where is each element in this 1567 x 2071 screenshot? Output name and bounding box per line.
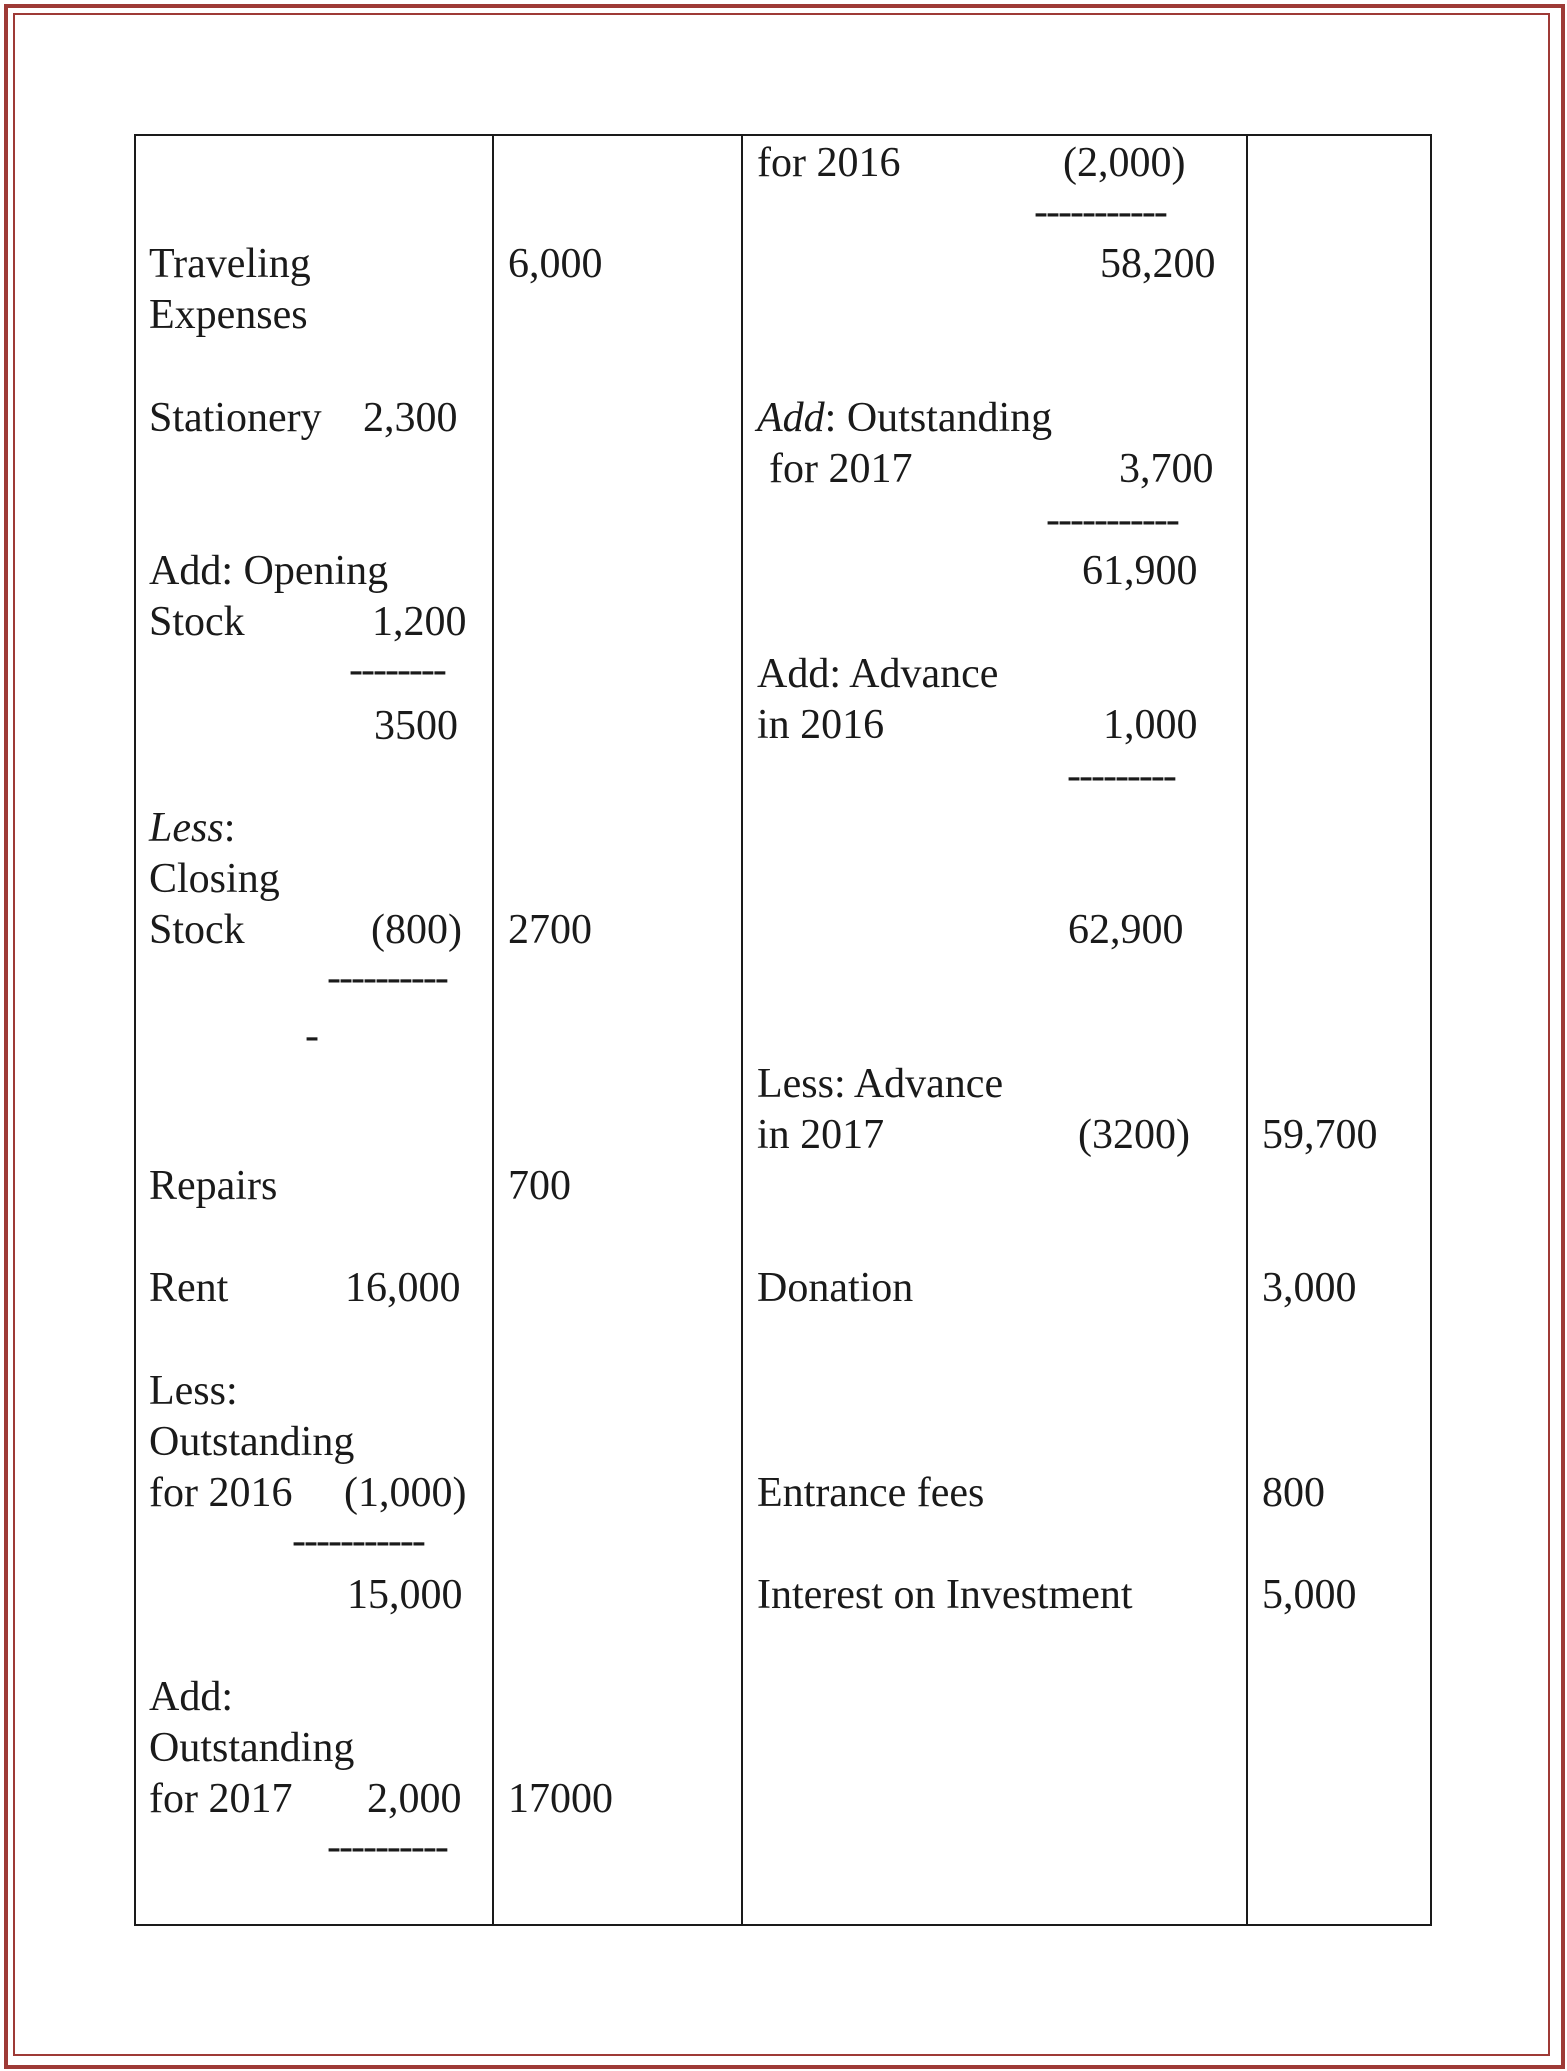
subtotal-rule: ---------- bbox=[327, 955, 447, 1001]
less-outstanding-label: Less: bbox=[149, 1368, 238, 1414]
closing-label: Closing bbox=[149, 856, 280, 902]
opening-stock-amount: 1,200 bbox=[372, 599, 467, 645]
outstanding-2017-amount: 3,700 bbox=[1119, 446, 1214, 492]
outstanding-2017-label: for 2017 bbox=[149, 1776, 293, 1822]
less-advance-label: Less: Advance bbox=[757, 1061, 1004, 1107]
rent-label: Rent bbox=[149, 1265, 229, 1311]
outstanding-2016-amount: (1,000) bbox=[344, 1470, 467, 1516]
less-word: Less bbox=[149, 805, 224, 851]
account-table bbox=[134, 134, 1432, 1926]
subtotal-rule: ----------- bbox=[1034, 189, 1166, 235]
closing-stock-label: Stock bbox=[149, 907, 245, 953]
subscription-subtotal-1: 58,200 bbox=[1100, 241, 1216, 287]
rent-subtotal: 15,000 bbox=[347, 1572, 463, 1618]
advance-2017-amount: (3200) bbox=[1078, 1112, 1190, 1158]
advance-2017-label: in 2017 bbox=[757, 1112, 885, 1158]
add-rest: : Outstanding bbox=[824, 395, 1053, 441]
add-outstanding-label bbox=[757, 397, 1052, 439]
traveling-expenses-label: Traveling bbox=[149, 241, 311, 287]
outstanding-label: Outstanding bbox=[149, 1725, 355, 1771]
outstanding-2016-label: for 2016 bbox=[149, 1470, 293, 1516]
closing-stock-amount: (800) bbox=[371, 907, 462, 953]
entrance-fees-label: Entrance fees bbox=[757, 1470, 985, 1516]
stationery-label: Stationery bbox=[149, 395, 322, 441]
add-opening-label: Add: Opening bbox=[149, 548, 389, 594]
outstanding-2016-label: for 2016 bbox=[757, 140, 901, 186]
column-divider-1 bbox=[492, 134, 494, 1926]
table-border-right bbox=[1430, 134, 1432, 1926]
less-label bbox=[149, 807, 235, 849]
traveling-expenses-label-line2: Expenses bbox=[149, 292, 308, 338]
stationery-subtotal: 3500 bbox=[374, 703, 458, 749]
add-word: Add bbox=[757, 395, 825, 441]
table-border-top bbox=[134, 134, 1432, 136]
stationery-amount: 2,300 bbox=[363, 395, 458, 441]
advance-2016-label: in 2016 bbox=[757, 702, 885, 748]
column-divider-3 bbox=[1246, 134, 1248, 1926]
less-colon: : bbox=[223, 805, 236, 851]
outstanding-2017-amount: 2,000 bbox=[367, 1776, 462, 1822]
column-divider-2 bbox=[741, 134, 743, 1926]
subscription-subtotal-3: 62,900 bbox=[1068, 907, 1184, 953]
subscription-subtotal-2: 61,900 bbox=[1082, 548, 1198, 594]
subtotal-rule: ----------- bbox=[292, 1518, 424, 1564]
traveling-amount: 6,000 bbox=[508, 241, 603, 287]
donation-label: Donation bbox=[757, 1265, 914, 1311]
subtotal-rule: ----------- bbox=[1046, 497, 1178, 543]
add-advance-label: Add: Advance bbox=[757, 651, 999, 697]
interest-amount: 5,000 bbox=[1262, 1572, 1357, 1618]
table-border-left bbox=[134, 134, 136, 1926]
repairs-label: Repairs bbox=[149, 1163, 278, 1209]
subtotal-rule-tail: - bbox=[305, 1013, 319, 1059]
rent-total: 17000 bbox=[508, 1776, 613, 1822]
opening-stock-label: Stock bbox=[149, 599, 245, 645]
outstanding-label: Outstanding bbox=[149, 1419, 355, 1465]
add-outstanding-label: Add: bbox=[149, 1674, 233, 1720]
subtotal-rule: -------- bbox=[349, 647, 445, 693]
outstanding-2017-label: for 2017 bbox=[769, 446, 913, 492]
advance-2016-amount: 1,000 bbox=[1103, 702, 1198, 748]
subtotal-rule: ---------- bbox=[327, 1824, 447, 1870]
subscription-total: 59,700 bbox=[1262, 1112, 1378, 1158]
table-border-bottom bbox=[134, 1924, 1432, 1926]
subtotal-rule: --------- bbox=[1067, 753, 1175, 799]
interest-on-investment-label: Interest on Investment bbox=[757, 1572, 1133, 1618]
stationery-total: 2700 bbox=[508, 907, 592, 953]
outstanding-2016-amount: (2,000) bbox=[1063, 140, 1186, 186]
rent-amount: 16,000 bbox=[345, 1265, 461, 1311]
entrance-fees-amount: 800 bbox=[1262, 1470, 1325, 1516]
repairs-amount: 700 bbox=[508, 1163, 571, 1209]
donation-amount: 3,000 bbox=[1262, 1265, 1357, 1311]
